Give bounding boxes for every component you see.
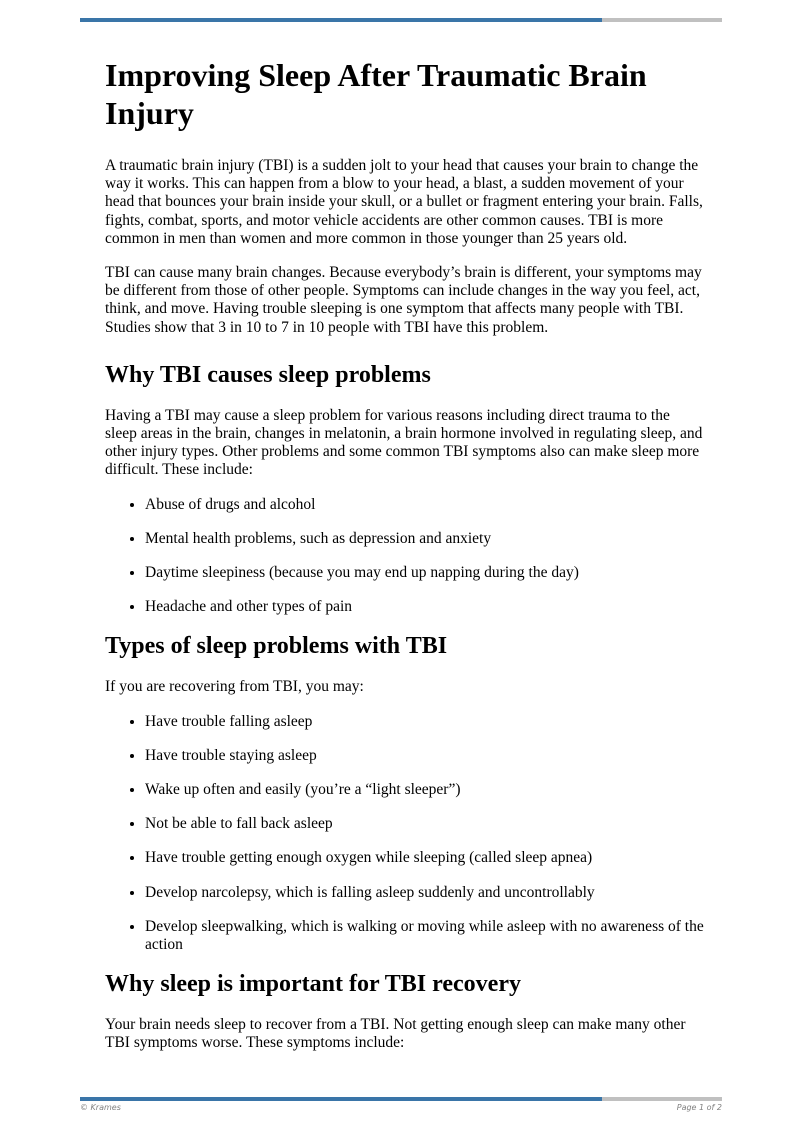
list-item: • Develop narcolepsy, which is falling asleep suddenly and uncontrollably <box>145 884 705 902</box>
section-heading-types: Types of sleep problems with TBI <box>105 633 448 660</box>
page-number: Page 1 of 2 <box>676 1103 722 1112</box>
list-item: • Have trouble getting enough oxygen while sleeping (called sleep apnea) <box>145 849 705 867</box>
list-item: • Develop sleepwalking, which is walking or moving while asleep with no awareness of the action <box>145 918 705 954</box>
list-item: • Abuse of drugs and alcohol <box>145 496 705 514</box>
list-item: • Headache and other types of pain <box>145 598 705 616</box>
page-title: Improving Sleep After Traumatic Brain Injury <box>105 57 647 131</box>
top-progress-bar <box>80 18 722 22</box>
section-paragraph-importance: Your brain needs sleep to recover from a TBI. Not getting enough sleep can make many other TBI symptoms worse. These symptoms include: <box>105 1016 686 1052</box>
intro-paragraph-1: A traumatic brain injury (TBI) is a sudden jolt to your head that causes your brain to change the way it works. This can happen from a blow to your head, a blast, a sudden movement of your head that bounces your brain inside your skull, or a bullet or fragment entering your brain. Falls, fights, combat, sports, and motor vehicle accidents are other common causes. TBI is more common in men than women and more common in those younger than 25 years old. <box>105 157 703 247</box>
intro-paragraph-2: TBI can cause many brain changes. Because everybody’s brain is different, your symptoms may be different from those of other people. Symptoms can include changes in the way you feel, act, think, and move. Having trouble sleeping is one symptom that affects many people with TBI. Studies show that 3 in 10 to 7 in 10 people with TBI have this problem. <box>105 264 702 336</box>
list-item: • Not be able to fall back asleep <box>145 815 705 833</box>
list-item: • Have trouble falling asleep <box>145 713 705 731</box>
list-item: • Daytime sleepiness (because you may end up napping during the day) <box>145 564 705 582</box>
section-paragraph-why-tbi: Having a TBI may cause a sleep problem for various reasons including direct trauma to the sleep areas in the brain, changes in melatonin, a brain hormone involved in regulating sleep, and other injury types. Other problems and some common TBI symptoms also can make sleep more difficult. These include: <box>105 406 703 479</box>
list-why-tbi <box>105 496 705 617</box>
section-heading-importance: Why sleep is important for TBI recovery <box>105 971 521 998</box>
section-paragraph-types: If you are recovering from TBI, you may: <box>105 678 364 696</box>
top-progress-fill <box>80 18 602 22</box>
list-item: • Mental health problems, such as depression and anxiety <box>145 530 705 548</box>
list-item: • Wake up often and easily (you’re a “light sleeper”) <box>145 781 705 799</box>
section-heading-why-tbi: Why TBI causes sleep problems <box>105 361 431 388</box>
bottom-progress-bar <box>80 1097 722 1101</box>
bottom-progress-fill <box>80 1097 602 1101</box>
list-types <box>105 713 705 955</box>
document-content <box>105 56 705 1069</box>
copyright-text: © Krames <box>80 1103 121 1112</box>
list-item: • Have trouble staying asleep <box>145 747 705 765</box>
